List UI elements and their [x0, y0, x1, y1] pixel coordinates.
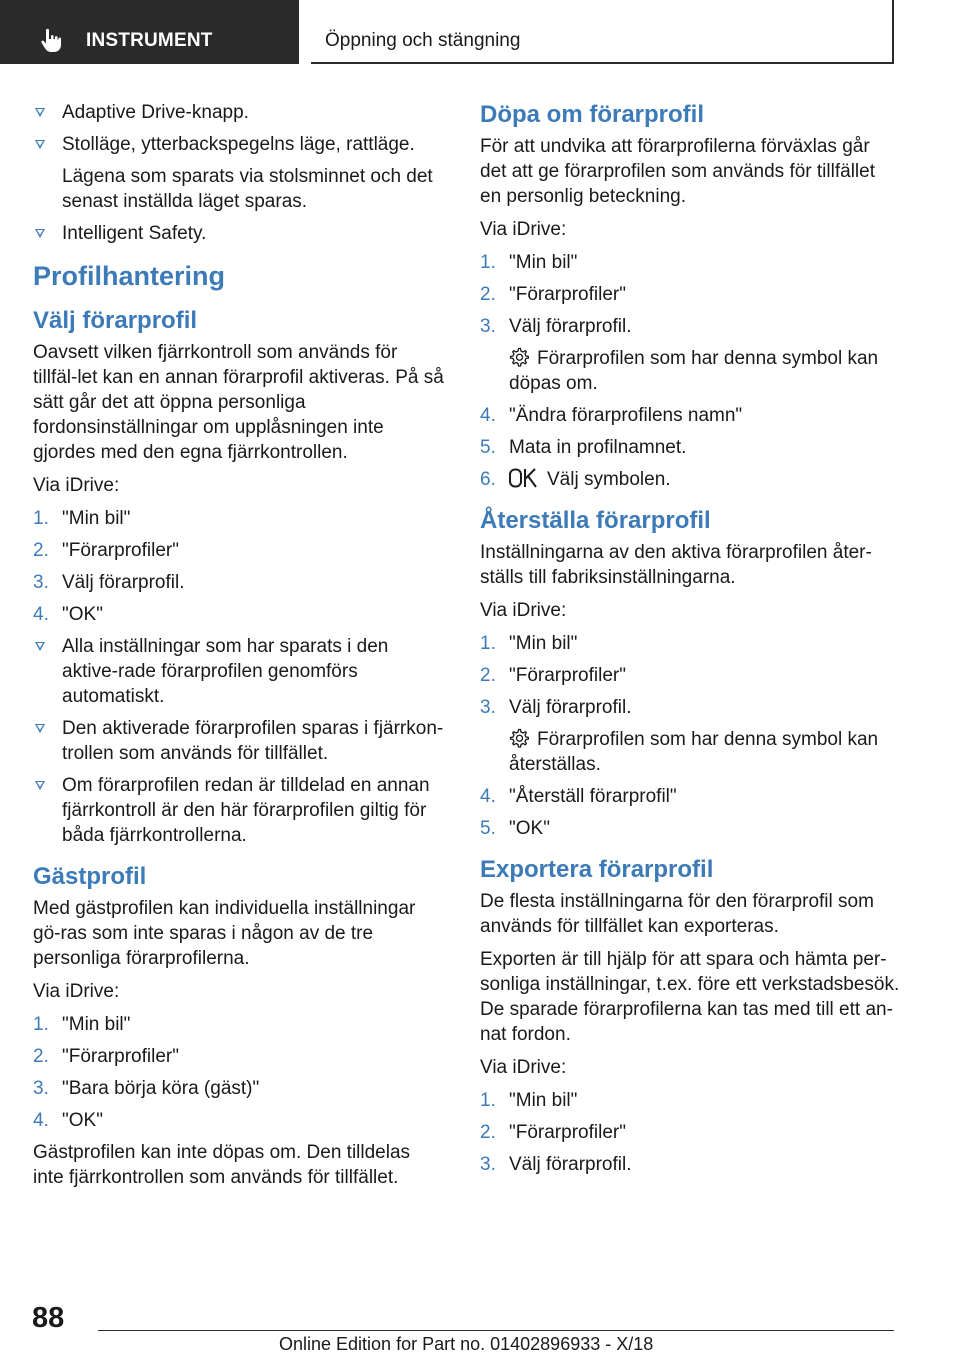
- list-item: [480, 314, 900, 339]
- right-column: [480, 100, 900, 1184]
- step-number: 2.: [33, 540, 49, 561]
- bullet-text: Adaptive Drive-knapp.: [62, 102, 249, 123]
- step-number: 3.: [480, 316, 496, 337]
- step-note: [480, 727, 900, 777]
- bullet-note: Lägena som sparats via stolsminnet och det senast inställda läget sparas.: [62, 166, 433, 212]
- step-text: "Förarprofiler": [509, 1122, 626, 1143]
- step-text: "Min bil": [509, 633, 578, 654]
- list-item: [33, 132, 445, 157]
- step-text: Välj symbolen.: [547, 469, 671, 490]
- list-item: [480, 467, 900, 492]
- ok-symbol-icon: [509, 468, 539, 488]
- bullet-text: Stolläge, ytterbackspegelns läge, rattläge.: [62, 134, 415, 155]
- step-text: "Förarprofiler": [62, 1046, 179, 1067]
- step-number: 1.: [480, 252, 496, 273]
- list-item: [480, 631, 900, 656]
- list-item: [33, 1044, 445, 1069]
- via-label: Via iDrive:: [33, 475, 120, 496]
- chapter-tab: [311, 0, 894, 64]
- step-text: "Återställ förarprofil": [509, 786, 677, 807]
- bullet-text: Om förarprofilen redan är tilldelad en annan fjärrkontroll är den här förarprofilen giltig för båda fjärrkontrollerna.: [62, 775, 430, 846]
- subsection-heading: Välj förarprofil: [33, 307, 198, 334]
- list-item: [33, 1108, 445, 1133]
- step-text: Mata in profilnamnet.: [509, 437, 687, 458]
- list-item: [33, 100, 445, 125]
- step-text: "OK": [62, 1110, 103, 1131]
- step-text: Välj förarprofil.: [509, 316, 632, 337]
- gear-icon: [509, 347, 529, 367]
- list-item: [480, 1152, 900, 1177]
- step-text: "Förarprofiler": [509, 665, 626, 686]
- list-item: [33, 1012, 445, 1037]
- section-label: INSTRUMENT: [86, 30, 213, 51]
- step-number: 3.: [33, 1078, 49, 1099]
- triangle-bullet-icon: [35, 642, 45, 651]
- triangle-bullet-icon: [35, 108, 45, 117]
- list-item: [33, 634, 445, 709]
- step-text: "Min bil": [62, 508, 131, 529]
- step-number: 1.: [480, 633, 496, 654]
- step-number: 2.: [33, 1046, 49, 1067]
- subsection-heading: Döpa om förarprofil: [480, 101, 705, 128]
- subsection-heading: Återställa förarprofil: [480, 507, 711, 534]
- list-item: [480, 403, 900, 428]
- bullet-text: Alla inställningar som har sparats i den aktive-rade förarprofilen genomförs automatiskt.: [62, 636, 389, 707]
- step-text: "OK": [509, 818, 550, 839]
- list-item: [33, 773, 445, 848]
- triangle-bullet-icon: [35, 724, 45, 733]
- step-number: 3.: [33, 572, 49, 593]
- list-item: [480, 435, 900, 460]
- footer-divider: [98, 1330, 894, 1331]
- list-item: [33, 1076, 445, 1101]
- gear-icon: [509, 728, 529, 748]
- list-item: [480, 282, 900, 307]
- step-text: "Ändra förarprofilens namn": [509, 405, 743, 426]
- list-item: [33, 716, 445, 766]
- via-label: Via iDrive:: [33, 981, 120, 1002]
- hand-pointer-icon: [40, 27, 64, 53]
- via-label: Via iDrive:: [480, 600, 567, 621]
- step-number: 5.: [480, 818, 496, 839]
- step-number: 2.: [480, 284, 496, 305]
- step-note-text: Förarprofilen som har denna symbol kan återställas.: [509, 729, 879, 775]
- list-item: [33, 506, 445, 531]
- paragraph: Gästprofilen kan inte döpas om. Den tilldelas inte fjärrkontrollen som används för tillfället.: [33, 1142, 411, 1188]
- list-item: [33, 221, 445, 246]
- paragraph: Inställningarna av den aktiva förarprofilen åter-ställs till fabriksinställningarna.: [480, 542, 872, 588]
- edition-text: Online Edition for Part no. 01402896933 - X/18: [279, 1334, 654, 1354]
- page-header: [0, 0, 960, 66]
- step-number: 4.: [33, 1110, 49, 1131]
- step-note: [480, 346, 900, 396]
- paragraph: Oavsett vilken fjärrkontroll som används för tillfäl-let kan en annan förarprofil aktiveras. På så sätt går det att öppna personliga fordonsinställningar om upplåsningen inte gjordes med den egna fjärrkontrollen.: [33, 342, 444, 463]
- paragraph: Exporten är till hjälp för att spara och hämta per-sonliga inställningar, t.ex. före ett verkstadsbesök. De sparade förarprofilerna kan tas med till ett an-nat fordon.: [480, 949, 900, 1045]
- page-number: 88: [32, 1302, 65, 1334]
- step-number: 1.: [480, 1090, 496, 1111]
- list-item: [480, 784, 900, 809]
- triangle-bullet-icon: [35, 229, 45, 238]
- step-number: 4.: [33, 604, 49, 625]
- subsection-heading: Exportera förarprofil: [480, 856, 714, 883]
- bullet-text: Den aktiverade förarprofilen sparas i fjärrkon-trollen som används för tillfället.: [62, 718, 444, 764]
- step-text: Välj förarprofil.: [509, 1154, 632, 1175]
- via-label: Via iDrive:: [480, 219, 567, 240]
- step-number: 3.: [480, 697, 496, 718]
- step-number: 4.: [480, 786, 496, 807]
- step-text: Välj förarprofil.: [62, 572, 185, 593]
- step-number: 5.: [480, 437, 496, 458]
- subsection-heading: Gästprofil: [33, 863, 147, 890]
- paragraph: Med gästprofilen kan individuella inställningar gö-ras som inte sparas i någon av de tre personliga förarprofilerna.: [33, 898, 416, 969]
- step-number: 2.: [480, 665, 496, 686]
- section-heading: Profilhantering: [33, 261, 226, 291]
- step-text: "Bara börja köra (gäst)": [62, 1078, 260, 1099]
- list-item: [480, 250, 900, 275]
- list-item: [480, 816, 900, 841]
- list-item: [33, 538, 445, 563]
- step-number: 1.: [33, 508, 49, 529]
- chapter-title: Öppning och stängning: [325, 30, 521, 51]
- list-item: [480, 1088, 900, 1113]
- via-label: Via iDrive:: [480, 1057, 567, 1078]
- step-text: "Förarprofiler": [62, 540, 179, 561]
- left-column: [33, 100, 445, 1198]
- list-item: [480, 695, 900, 720]
- step-number: 1.: [33, 1014, 49, 1035]
- step-text: "OK": [62, 604, 103, 625]
- paragraph: De flesta inställningarna för den förarprofil som används för tillfället kan exporteras.: [480, 891, 874, 937]
- step-text: "Förarprofiler": [509, 284, 626, 305]
- section-tab: [0, 0, 299, 64]
- step-text: "Min bil": [509, 252, 578, 273]
- step-note-text: Förarprofilen som har denna symbol kan döpas om.: [509, 348, 879, 394]
- step-number: 6.: [480, 469, 496, 490]
- bullet-text: Intelligent Safety.: [62, 223, 207, 244]
- triangle-bullet-icon: [35, 140, 45, 149]
- step-text: "Min bil": [62, 1014, 131, 1035]
- list-item: [480, 663, 900, 688]
- step-number: 4.: [480, 405, 496, 426]
- triangle-bullet-icon: [35, 781, 45, 790]
- paragraph: För att undvika att förarprofilerna förväxlas går det att ge förarprofilen som används för tillfället en personlig beteckning.: [480, 136, 875, 207]
- step-number: 3.: [480, 1154, 496, 1175]
- step-text: Välj förarprofil.: [509, 697, 632, 718]
- list-item: [33, 602, 445, 627]
- list-item: [480, 1120, 900, 1145]
- step-text: "Min bil": [509, 1090, 578, 1111]
- step-number: 2.: [480, 1122, 496, 1143]
- list-item: [33, 570, 445, 595]
